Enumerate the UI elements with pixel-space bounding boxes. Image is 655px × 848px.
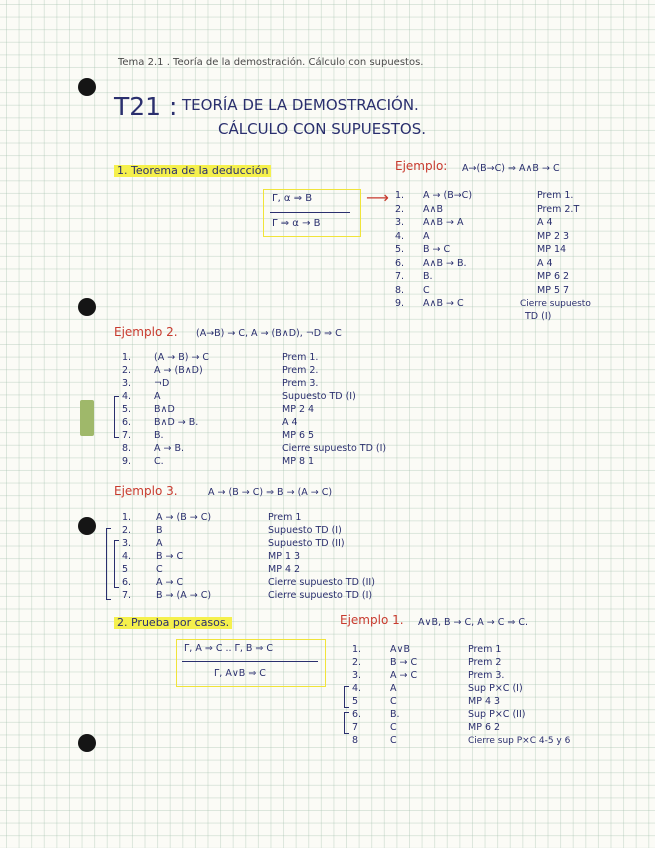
proof-step-number: 8. [122, 443, 132, 454]
proof-step-rule: MP 6 2 [468, 722, 501, 733]
binder-hole [78, 298, 96, 316]
rule-premise: Γ, α ⇒ B [272, 193, 313, 204]
proof-step-rule: Sup P×C (I) [468, 683, 523, 694]
proof-step-formula: C [390, 696, 397, 707]
proof-step-formula: A [390, 683, 397, 694]
proof-step-rule: MP 6 5 [282, 430, 315, 441]
proof-step-formula: B. [154, 430, 164, 441]
assumption-bracket-outer [106, 528, 111, 600]
proof-step-rule: Cierre supuesto TD (I) [282, 443, 387, 454]
proof-step-formula: A [423, 230, 430, 242]
proof-step-formula: A∧B [423, 203, 443, 215]
page-tab [80, 400, 94, 436]
proof-step-rule: Prem 3. [468, 670, 505, 681]
example-2-label: Ejemplo 2. [114, 325, 178, 339]
proof-step-rule: MP 8 1 [282, 456, 315, 467]
proof-step-number: 3. [352, 670, 362, 681]
example-3-formula: A → (B → C) ⇒ B → (A → C) [208, 487, 333, 498]
example-2-formula: (A→B) → C, A → (B∧D), ¬D ⇒ C [196, 328, 342, 339]
proof-step-formula: A [156, 538, 163, 549]
arrow-right-icon: ⟶ [366, 188, 389, 207]
title-line-1: TEORÍA DE LA DEMOSTRACIÓN. [182, 96, 419, 114]
proof-step-formula: B. [423, 271, 433, 282]
proof-step-formula: C [156, 564, 163, 575]
proof-step-formula: (A → B) → C [154, 352, 210, 363]
proof-step-formula: A → (B∧D) [154, 365, 203, 376]
proof-step-number: 7 [352, 722, 359, 733]
proof-step-formula: A → C [390, 670, 418, 681]
proof-step-number: 1. [352, 644, 362, 655]
proof-step-formula: C [390, 735, 397, 746]
proof-step-formula: A → (B → C) [156, 512, 212, 523]
title-line-2: CÁLCULO CON SUPUESTOS. [218, 120, 426, 138]
proof-step-rule: MP 14 [537, 244, 567, 255]
title-code: T21 : [114, 92, 178, 121]
proof-step-number: 6. [122, 577, 132, 588]
proof-step-number: 8 [352, 735, 359, 746]
proof-step-number: 4. [122, 391, 132, 402]
proof-step-number: 3. [395, 217, 405, 228]
proof-step-rule: Prem 2. [282, 365, 319, 376]
proof-step-rule: Prem 1. [537, 190, 574, 201]
proof-step-number: 1. [122, 512, 132, 523]
proof-step-formula: B → C [156, 551, 184, 562]
proof-step-rule: Prem 2.T [537, 203, 580, 215]
proof-step-formula: A∧B → A [423, 217, 464, 228]
proof-step-rule: MP 2 3 [537, 230, 570, 242]
proof-step-formula: C [390, 722, 397, 733]
rule-line [270, 212, 350, 213]
proof-step-number: 9. [395, 298, 405, 309]
proof-step-number: 8. [395, 284, 405, 296]
assumption-bracket [114, 396, 119, 438]
proof-step-formula: B → (A → C) [156, 590, 212, 601]
proof-step-formula: ¬D [154, 378, 170, 389]
proof-step-number: 7. [122, 590, 132, 601]
proof-step-rule: MP 2 4 [282, 404, 315, 415]
proof-step-rule: MP 5 7 [537, 284, 570, 296]
proof-step-number: 4. [395, 230, 405, 242]
proof-step-rule: Prem 1 [268, 512, 302, 523]
proof-step-rule-cont: TD (I) [525, 311, 552, 322]
proof-step-number: 4. [352, 683, 362, 694]
proof-step-formula: B. [390, 709, 400, 720]
proof-step-number: 1. [395, 190, 405, 201]
proof-step-rule: Supuesto TD (I) [268, 525, 342, 536]
proof-step-number: 2. [395, 203, 405, 215]
proof-step-rule: Prem 1 [468, 644, 502, 655]
proof-step-number: 5 [352, 696, 359, 707]
proof-step-formula: A∧B → B. [423, 257, 467, 269]
proof-step-formula: B∧D [154, 404, 175, 415]
proof-step-formula: B∧D → B. [154, 417, 199, 428]
proof-step-rule: Supuesto TD (I) [282, 391, 356, 402]
proof-step-number: 4. [122, 551, 132, 562]
proof-step-number: 3. [122, 378, 132, 389]
proof-step-formula: B → C [390, 657, 418, 668]
proof-step-number: 7. [122, 430, 132, 441]
proof-step-rule: Prem 2 [468, 657, 502, 668]
rule-cases-conclusion: Γ, A∨B ⇒ C [214, 668, 266, 679]
proof-step-formula: A [154, 391, 161, 402]
proof-step-formula: A → C [156, 577, 184, 588]
proof-step-formula: A → (B→C) [423, 190, 473, 201]
section-1-heading: 1. Teorema de la deducción [114, 165, 271, 177]
proof-step-rule: Cierre supuesto [520, 299, 591, 309]
proof-step-number: 2. [352, 657, 362, 668]
proof-step-rule: MP 6 2 [537, 271, 570, 282]
proof-step-formula: C [423, 284, 430, 296]
proof-step-number: 5 [122, 564, 129, 575]
rule-conclusion: Γ ⇒ α → B [272, 218, 321, 229]
case-bracket-1 [344, 686, 349, 708]
proof-step-rule: Supuesto TD (II) [268, 538, 345, 549]
proof-step-formula: A∨B [390, 644, 410, 655]
proof-step-formula: A∧B → C [423, 298, 464, 309]
proof-step-rule: Cierre supuesto TD (I) [268, 590, 373, 601]
proof-step-rule: MP 4 2 [268, 564, 301, 575]
proof-step-rule: Prem 1. [282, 352, 319, 363]
section-2-heading: 2. Prueba por casos. [114, 617, 232, 629]
example-formula: A→(B→C) ⇒ A∧B → C [462, 163, 560, 174]
proof-step-number: 6. [352, 709, 362, 720]
proof-step-formula: C. [154, 456, 164, 467]
proof-step-rule: A 4 [282, 417, 298, 428]
proof-step-rule: A 4 [537, 217, 553, 228]
proof-step-rule: MP 4 3 [468, 696, 501, 707]
proof-step-formula: B [156, 525, 163, 536]
binder-hole [78, 78, 96, 96]
example-label: Ejemplo: [395, 159, 448, 173]
example-3-label: Ejemplo 3. [114, 484, 178, 498]
rule-cases-premise: Γ, A ⇒ C .. Γ, B ⇒ C [184, 643, 274, 654]
proof-step-rule: A 4 [537, 257, 553, 269]
proof-step-number: 9. [122, 456, 132, 467]
page-header: Tema 2.1 . Teoría de la demostración. Cálculo con supuestos. [118, 57, 424, 68]
rule-cases-line [182, 661, 318, 662]
proof-step-number: 2. [122, 365, 132, 376]
proof-step-number: 5. [122, 404, 132, 415]
assumption-bracket-inner [114, 540, 119, 588]
proof-step-formula: B → C [423, 244, 451, 255]
binder-hole [78, 517, 96, 535]
proof-step-number: 6. [395, 257, 405, 269]
proof-step-number: 7. [395, 271, 405, 282]
proof-step-number: 5. [395, 244, 405, 255]
binder-hole [78, 734, 96, 752]
proof-step-rule: Prem 3. [282, 378, 319, 389]
proof-step-formula: A → B. [154, 443, 185, 454]
proof-step-rule: Cierre supuesto TD (II) [268, 577, 375, 588]
case-bracket-2 [344, 712, 349, 734]
proof-step-number: 1. [122, 352, 132, 363]
proof-step-number: 3. [122, 538, 132, 549]
proof-step-rule: Cierre sup P×C 4-5 y 6 [468, 736, 571, 746]
proof-step-rule: MP 1 3 [268, 551, 301, 562]
proof-step-number: 2. [122, 525, 132, 536]
proof-step-number: 6. [122, 417, 132, 428]
proof-step-rule: Sup P×C (II) [468, 709, 526, 720]
example-cases-label: Ejemplo 1. [340, 613, 404, 627]
example-cases-formula: A∨B, B → C, A → C ⇒ C. [418, 617, 528, 628]
